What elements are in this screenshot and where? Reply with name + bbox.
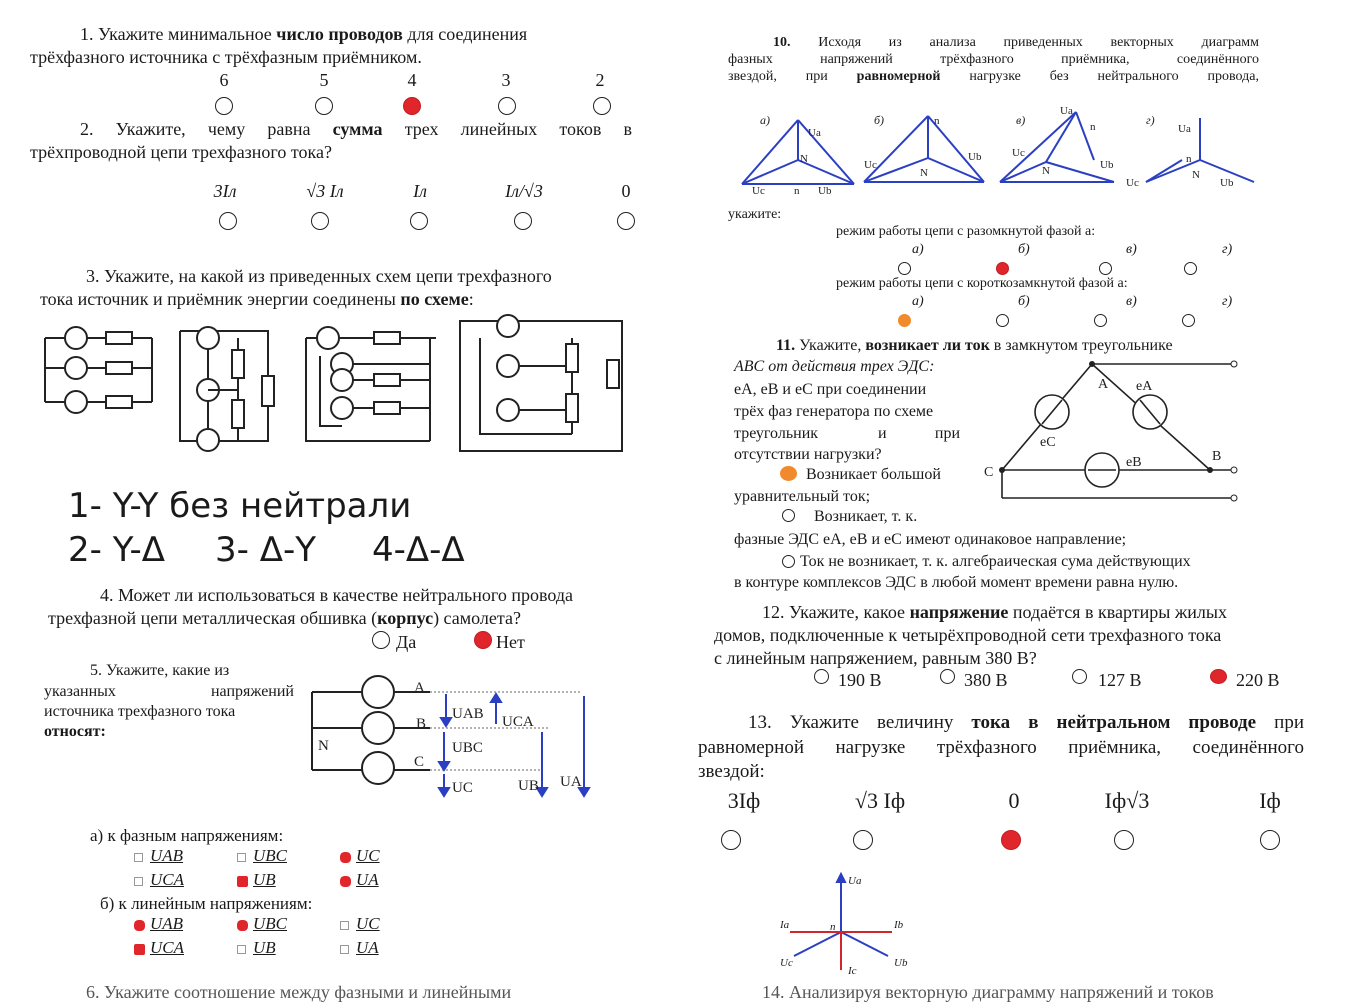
q3-answer-line1: 1- Y-Y без нейтрали xyxy=(68,486,412,526)
q5-b-title: б) к линейным напряжениям: xyxy=(100,894,313,913)
q10-short-phase: режим работы цепи с короткозамкнутой фазой а: xyxy=(836,276,1128,291)
q12-opt: 220 В xyxy=(1236,670,1280,690)
svg-text:N: N xyxy=(920,167,928,179)
q5-label-UC: UC xyxy=(452,780,473,796)
q5a-check[interactable] xyxy=(134,877,143,886)
q13-radio[interactable] xyxy=(1114,830,1134,850)
q13-opt-label: √3 Iф xyxy=(854,788,906,813)
q2-radio[interactable] xyxy=(410,212,428,230)
q3-answer-y-delta: 2- Y-Δ xyxy=(68,530,165,570)
q11-opt1b: уравнительный ток; xyxy=(734,488,871,505)
q13-opt-label: 3Iф xyxy=(727,788,761,813)
q3-line2: тока источник и приёмник энергии соединены по схеме: xyxy=(40,289,474,309)
q10-open-radio[interactable] xyxy=(898,262,911,275)
q11-radio[interactable] xyxy=(782,555,795,568)
scheme-2 xyxy=(180,327,274,451)
svg-text:Uc: Uc xyxy=(1012,147,1025,159)
q11-line1: 11. Укажите, возникает ли ток в замкнутом треугольнике xyxy=(776,337,1173,354)
q11-label-C: C xyxy=(984,465,994,480)
q4-label-no: Нет xyxy=(496,632,525,652)
q13-line2: равномерной нагрузке трёхфазного приёмника, соединённого xyxy=(698,737,1304,758)
q10-open-opt: в) xyxy=(1126,242,1137,257)
q5b-check-selected[interactable] xyxy=(134,944,145,955)
q5-label-UB: UB xyxy=(518,778,539,794)
svg-text:N: N xyxy=(800,153,808,165)
q1-line2: трёхфазного источника с трёхфазным приёмником. xyxy=(30,47,422,67)
q2-radio[interactable] xyxy=(311,212,329,230)
q5-line1: 5. Укажите, какие из xyxy=(90,662,230,679)
q13-radio[interactable] xyxy=(721,830,741,850)
q10-short-opt: г) xyxy=(1222,294,1233,309)
svg-text:Ua: Ua xyxy=(848,875,862,887)
q13-line1: 13. Укажите величину тока в нейтральном проводе при xyxy=(748,712,1304,733)
q2-opt-label: √3 Iл xyxy=(306,181,344,201)
q2-opt-label: 3Iл xyxy=(213,181,237,201)
q10-line2: фазных напряжений трёхфазного приёмника, соединённого xyxy=(728,52,1259,67)
q5a-check-selected[interactable] xyxy=(237,876,248,887)
q5b-check[interactable] xyxy=(340,945,349,954)
q2-opt-label: Iл/√3 xyxy=(505,181,543,201)
q3-answer-delta-delta: 4-Δ-Δ xyxy=(372,530,465,570)
q5-line2: указанных напряжений xyxy=(44,683,294,700)
q5a-check[interactable] xyxy=(237,853,246,862)
q11-opt2b: фазные ЭДС eA, eB и eC имеют одинаковое направление; xyxy=(734,531,1127,548)
svg-text:Uc: Uc xyxy=(752,185,765,197)
svg-text:Ic: Ic xyxy=(848,965,857,977)
q5b-opt: UB xyxy=(253,938,276,957)
q2-line2: трёхпроводной цепи трехфазного тока? xyxy=(30,142,332,162)
q1-radio-selected[interactable] xyxy=(403,97,421,115)
q10-vector-diagrams xyxy=(730,102,1270,202)
q13-opt-label: Iф√3 xyxy=(1104,788,1150,813)
q3-line1: 3. Укажите, на какой из приведенных схем цепи трехфазного xyxy=(86,266,552,286)
q11-line6: отсутствии нагрузки? xyxy=(734,446,882,463)
svg-text:Ub: Ub xyxy=(968,151,982,163)
svg-text:Uc: Uc xyxy=(864,159,877,171)
q10-open-opt: б) xyxy=(1018,242,1030,257)
svg-text:Ib: Ib xyxy=(894,919,904,931)
q5b-check[interactable] xyxy=(237,945,246,954)
q2-opt-label: Iл xyxy=(413,181,427,201)
svg-text:N: N xyxy=(1192,169,1200,181)
q5-label-N: N xyxy=(318,738,329,754)
q5b-check-selected[interactable] xyxy=(134,920,145,931)
q1-radio[interactable] xyxy=(215,97,233,115)
q2-radio[interactable] xyxy=(617,212,635,230)
svg-text:Ua: Ua xyxy=(808,127,821,139)
scheme-1 xyxy=(45,327,152,413)
q13-radio-selected[interactable] xyxy=(1001,830,1021,850)
q5-label-C: C xyxy=(414,754,425,770)
q13-radio[interactable] xyxy=(1260,830,1280,850)
svg-text:Ub: Ub xyxy=(1100,159,1114,171)
q5-label-UAB: UAB xyxy=(452,706,484,722)
q5-label-UBC: UBC xyxy=(452,740,483,756)
q5b-opt: UBC xyxy=(253,914,287,933)
q12-radio-selected[interactable] xyxy=(1210,669,1227,684)
q11-opt2: Возникает, т. к. xyxy=(814,508,918,525)
q5b-check-selected[interactable] xyxy=(237,920,248,931)
q10-point: укажите: xyxy=(728,207,782,222)
q2-opt-label: 0 xyxy=(621,181,631,201)
q10-short-opt: б) xyxy=(1018,294,1030,309)
q5-label-B: B xyxy=(416,716,427,732)
q1-opt-label: 4 xyxy=(407,70,417,90)
q5a-check[interactable] xyxy=(134,853,143,862)
q10-open-radio[interactable] xyxy=(1184,262,1197,275)
q4-label-yes: Да xyxy=(396,632,417,652)
q10-open-radio-selected[interactable] xyxy=(996,262,1009,275)
q5a-opt: UAB xyxy=(150,846,184,865)
q12-line3: с линейным напряжением, равным 380 В? xyxy=(714,648,1037,668)
scheme-4 xyxy=(460,315,622,451)
q12-line1: 12. Укажите, какое напряжение подаётся в квартиры жилых xyxy=(762,602,1227,622)
q5-a-title: а) к фазным напряжениям: xyxy=(90,826,284,845)
q10-short-radio[interactable] xyxy=(1182,314,1195,327)
q13-line3: звездой: xyxy=(698,761,765,782)
q5b-opt: UAB xyxy=(150,914,184,933)
diagram-v-label: в) xyxy=(1016,113,1026,127)
q10-short-opt: в) xyxy=(1126,294,1137,309)
diagram-b-label: б) xyxy=(874,113,885,127)
q3-answer-delta-y: 3- Δ-Y xyxy=(215,530,317,570)
q4-radio-yes[interactable] xyxy=(372,631,390,649)
svg-text:Uc: Uc xyxy=(1126,177,1139,189)
q10-open-radio[interactable] xyxy=(1099,262,1112,275)
q1-radio[interactable] xyxy=(593,97,611,115)
q5b-opt: UA xyxy=(356,938,379,957)
svg-text:N: N xyxy=(1042,165,1050,177)
q10-short-radio[interactable] xyxy=(1094,314,1107,327)
q11-radio[interactable] xyxy=(782,509,795,522)
q11-label-B: B xyxy=(1212,449,1222,464)
svg-text:n: n xyxy=(1090,121,1096,133)
q1-opt-label: 3 xyxy=(501,70,511,90)
q5a-check-selected[interactable] xyxy=(340,852,351,863)
q11-opt1: Возникает большой xyxy=(806,466,941,483)
svg-text:Ia: Ia xyxy=(780,919,790,931)
q10-short-opt: а) xyxy=(912,294,924,309)
q11-label-eB: eB xyxy=(1126,455,1142,470)
q11-label-eC: eC xyxy=(1040,435,1056,450)
q12-opt: 190 В xyxy=(838,670,882,690)
q11-line4: трёх фаз генератора по схеме xyxy=(734,403,934,420)
q11-opt3: Ток не возникает, т. к. алгебраическая сума действующих xyxy=(800,553,1191,570)
q5b-opt: UC xyxy=(356,914,380,933)
q11-label-A: A xyxy=(1098,377,1109,392)
q5a-check-selected[interactable] xyxy=(340,876,351,887)
svg-text:Ua: Ua xyxy=(1178,123,1191,135)
q12-radio[interactable] xyxy=(940,669,955,684)
svg-text:Ub: Ub xyxy=(894,957,908,969)
q13-opt-label: 0 xyxy=(1008,788,1020,813)
q11-line2: ABC от действия трех ЭДС: xyxy=(734,358,935,375)
q10-open-opt: г) xyxy=(1222,242,1233,257)
q10-open-opt: а) xyxy=(912,242,924,257)
q5-source-circuit xyxy=(310,680,600,800)
q4-line1: 4. Может ли использоваться в качестве нейтрального провода xyxy=(100,585,573,605)
q5a-opt: UB xyxy=(253,870,276,889)
q4-radio-no-selected[interactable] xyxy=(474,631,492,649)
q11-line5: треугольник и при xyxy=(734,425,960,442)
svg-text:n: n xyxy=(794,185,800,197)
svg-text:n: n xyxy=(1186,153,1192,165)
q5-label-A: A xyxy=(414,680,425,696)
q12-opt: 380 В xyxy=(964,670,1008,690)
q14-vector-diagram xyxy=(776,870,916,980)
svg-text:n: n xyxy=(830,921,836,933)
q1-radio[interactable] xyxy=(498,97,516,115)
q11-line3: eA, eB и eC при соединении xyxy=(734,381,927,398)
q1-opt-label: 5 xyxy=(319,70,329,90)
diagram-a-label: а) xyxy=(760,113,770,127)
q5-line3: источника трехфазного тока xyxy=(44,703,236,720)
svg-text:n: n xyxy=(934,115,940,127)
q2-line1: 2. Укажите, чему равна сумма трех линейных токов в xyxy=(80,119,632,139)
diagram-g-label: г) xyxy=(1146,113,1155,127)
q5-label-UCA: UCA xyxy=(502,714,534,730)
q1-opt-label: 2 xyxy=(595,70,605,90)
q10-line1: 10. Исходя из анализа приведенных векторных диаграмм xyxy=(773,35,1259,50)
q3-circuit-schemes xyxy=(40,316,640,456)
q2-radio[interactable] xyxy=(219,212,237,230)
q14-cut-line: 14. Анализируя векторную диаграмму напряжений и токов xyxy=(762,982,1214,1002)
q11-label-eA: eA xyxy=(1136,379,1153,394)
q12-opt: 127 В xyxy=(1098,670,1142,690)
q5a-opt: UC xyxy=(356,846,380,865)
q5-label-UA: UA xyxy=(560,774,582,790)
q5-line4: относят: xyxy=(44,723,106,740)
q11-radio-selected[interactable] xyxy=(780,466,797,481)
q13-radio[interactable] xyxy=(853,830,873,850)
q11-delta-circuit xyxy=(984,360,1238,500)
q1-line1: 1. Укажите минимальное число проводов для соединения xyxy=(80,24,528,44)
q12-line2: домов, подключенные к четырёхпроводной сети трехфазного тока xyxy=(714,625,1222,645)
q10-line3: звездой, при равномерной нагрузке без нейтрального провода, xyxy=(728,69,1259,84)
q10-short-radio[interactable] xyxy=(996,314,1009,327)
q1-opt-label: 6 xyxy=(219,70,229,90)
q12-radio[interactable] xyxy=(814,669,829,684)
q5b-check[interactable] xyxy=(340,921,349,930)
q2-radio[interactable] xyxy=(514,212,532,230)
q5a-opt: UBC xyxy=(253,846,287,865)
q4-line2: трехфазной цепи металлическая обшивка (корпус) самолета? xyxy=(48,608,521,628)
svg-text:Uc: Uc xyxy=(780,957,793,969)
q5a-opt: UA xyxy=(356,870,379,889)
svg-text:Ub: Ub xyxy=(818,185,832,197)
q5b-opt: UCA xyxy=(150,938,184,957)
scheme-3 xyxy=(306,327,436,441)
svg-text:Ua: Ua xyxy=(1060,105,1073,117)
q10-open-phase: режим работы цепи с разомкнутой фазой а: xyxy=(836,224,1096,239)
q13-opt-label: Iф xyxy=(1259,788,1281,813)
q10-short-radio-selected[interactable] xyxy=(898,314,911,327)
q11-opt3b: в контуре комплексов ЭДС в любой момент времени равна нулю. xyxy=(734,574,1179,591)
q1-radio[interactable] xyxy=(315,97,333,115)
q5a-opt: UCA xyxy=(150,870,184,889)
svg-text:Ub: Ub xyxy=(1220,177,1234,189)
q12-radio[interactable] xyxy=(1072,669,1087,684)
q6-cut-line: 6. Укажите соотношение между фазными и линейными xyxy=(86,982,512,1002)
